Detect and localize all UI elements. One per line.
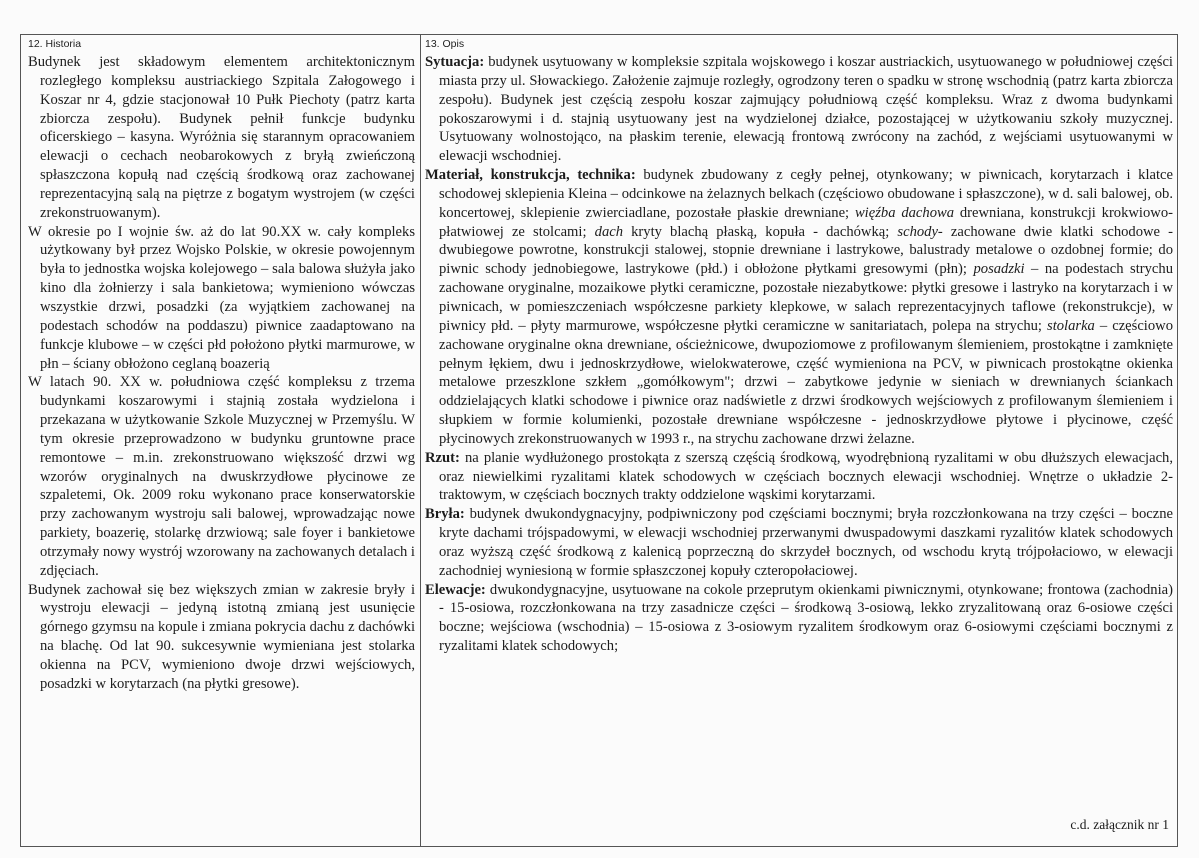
material-text-5: – na podestach strychu zachowane oryginalne, mozaikowe płytki ceramiczne, pozostałe niezabytkowe: płytki gresowe i lastryko na korytarzach i w piwnicach, w pomieszczeniach współczesne parkiety klepkowe, w salach reprezentacyjnych taflowe (rekonstrukcje), w piwnicy płd. – płyty marmurowe, współczesne płytki ceramiczne w sanitariatach, polepa na strychu;	[439, 261, 1173, 334]
material-text-6: – częściowo zachowane oryginalne okna drewniane, ościeżnicowe, dwupoziomowe z profilowanym ślemieniem, prostokątne i zamknięte pełnym łękiem, dwu i jednoskrzydłowe, wielokwaterowe, część wymieniona na PCV, w piwnicach prostokątne okienka metalowe przeszklone szkłem „gomółkowym"; drzwi – zabytkowe jedynie w sieniach w drewnianych ściankach oddzielających klatki schodowe i piwnice oraz nadświetle z drzwi środkowych wejściowych z profilowanym ślemieniem i słupkiem w formie kolumienki, pozostałe drewniane współczesne - jednoskrzydłowe płytowe i płycinowe, część płycinowych zrekonstruowanych w 1993 r., na strychu zachowane drzwi żelazne.	[439, 317, 1173, 447]
rzut-text: na planie wydłużonego prostokąta z szerszą częścią środkową, wyodrębnioną ryzalitami w obu dłuższych elewacjach, oraz niewielkimi ryzalitami klatek schodowych w częściach bocznych elewacji wschodniej. Wnętrze o układzie 2-traktowym, w częściach bocznych trakty oddzielone wąskimi korytarzami.	[439, 449, 1173, 504]
description-column	[425, 38, 1173, 656]
history-paragraph-3: W latach 90. XX w. południowa część kompleksu z trzema budynkami koszarowymi i stajnią została wydzielona i przekazana w użytkowanie Szkole Muzycznej w Przemyślu. W tym okresie przeprowadzono w budynku gruntowne prace remontowe – m.in. zrekonstruowano większość drzwi wg wzorów oryginalnych na dwuskrzydłowe płycinowe ze szpaletemi, Ok. 2009 roku wykonano prace konserwatorskie przy zachowanym wystroju sali balowej, wprowadzając nowe parkiety, boazerię, stolarkę drzwiową; sale foyer i bankietowe otrzymały nowy wystrój wzorowany na zachowanych detalach i zdjęciach.	[28, 374, 415, 579]
history-paragraph-1: Budynek jest składowym elementem architektonicznym rozległego kompleksu austriackiego Szpitala Załogowego i Koszar nr 4, gdzie stacjonował 10 Pułk Piechoty (patrz karta zbiorcza zespołu). Budynek pełnił funkcje budynku oficerskiego – kasyna. Wyróżnia się starannym opracowaniem elewacji o cechach neobarokowych z bryłą zwieńczoną spłaszczona kopułą nad częścią środkową oraz zachowanej reprezentacyjną salą na piętrze z bogatym wystrojem (w części zrekonstruowanym).	[28, 54, 415, 221]
sytuacja-label: Sytuacja:	[425, 54, 485, 70]
column-divider	[420, 34, 421, 847]
section-material	[425, 166, 1173, 449]
history-paragraph-2: W okresie po I wojnie św. aż do lat 90.XX w. cały kompleks użytkowany był przez Wojsko Polskie, w okresie powojennym była to jednostka wojska kolejowego – sala balowa służyła jako kino dla żołnierzy i sala bankietowa; wymieniono wówczas wszystkie drzwi, posadzki (za wyjątkiem zachowanej na podestach schodów na poddaszu) piwnice zaadaptowano na funkcje klubowe – w części płd położono płytki marmurowe, w płn – ściany obłożono ceglaną boazerią	[28, 223, 415, 372]
section-rzut	[425, 449, 1173, 506]
material-term-wiezba: więźba dachowa	[854, 204, 955, 221]
elewacje-text: dwukondygnacyjne, usytuowane na cokole przeprutym okienkami piwnicznymi, otynkowane; frontowa (zachodnia) - 15-osiowa, rozczłonkowana na trzy zasadnicze części – środkową 3-osiową, lekko zryzalitowaną oraz 6-osiowe części boczne; wejściowa (wschodnia) – 15-osiowa z 3-osiowym ryzalitem środkowym oraz 6-osiowymi częściami bocznymi z ryzalitami klatek schodowych;	[439, 581, 1173, 655]
material-text-1: budynek zbudowany z cegły pełnej, otynkowany; w piwnicach, korytarzach i klatce schodowej sklepienia Kleina – odcinkowe na żelaznych belkach (częściowo obudowane i spłaszczone), w d. sali balowej, ob. koncertowej, sklepienie zwierciadlane, pozostałe płaskie drewniane;	[439, 167, 1173, 221]
material-term-schody: schody-	[897, 223, 943, 240]
section-elewacje	[425, 581, 1173, 656]
material-text-2: drewniana, konstrukcji krokwiowo-płatwiowej ze stolcami;	[439, 204, 1173, 240]
bryla-label: Bryła:	[425, 506, 465, 523]
description-heading: 13. Opis	[425, 38, 465, 50]
material-text-4: zachowane dwie klatki schodowe - dwubiegowe powrotne, konstrukcji stalowej, stopnie drewniane i lastrykowe, balustrady metalowe o ozdobnej formie; do piwnic schody jednobiegowe, lastrykowe (płd.) i obłożone płytkami gresowymi (płn);	[439, 223, 1173, 278]
bryla-text: budynek dwukondygnacyjny, podpiwniczony pod częściami bocznymi; bryła rozczłonkowana na trzy części – boczne kryte dachami trójspadowymi, w elewacji wschodniej przerwanymi dwuspadowymi daszkami ryzalitów klatek schodowych oraz wyższą część środkową z kalenicą poprzeczną do skrzydeł bocznych, od wschodu krytą trójpołaciowo, w elewacji zachodniej wyniesioną w formie spłaszczonej kopuły czteropołaciowej.	[439, 506, 1173, 579]
continuation-note: c.d. załącznik nr 1	[1070, 817, 1169, 832]
material-text-3: kryty blachą płaską, kopuła - dachówką;	[623, 223, 898, 240]
history-heading: 12. Historia	[28, 38, 82, 50]
history-paragraph-4: Budynek zachował się bez większych zmian w zakresie bryły i wystroju elewacji – jedyną istotną zmianą jest usunięcie górnego gzymsu na kopule i zmiana pokrycia dachu z dachówki na blachę. Od lat 90. sukcesywnie wymieniana jest stolarka okienna na PCV, wymieniono dwoje drzwi wejściowych, posadzki w korytarzach (na płytki gresowe).	[28, 581, 415, 692]
sytuacja-text: budynek usytuowany w kompleksie szpitala wojskowego i koszar austriackich, usytuowanego w południowej części miasta przy ul. Słowackiego. Założenie zajmuje rozległy, ogrodzony teren o spadku w stronę wschodnią (patrz karta zbiorcza zespołu). Budynek jest częścią zespołu koszar zajmujący południową część kompleksu. Wraz z dwoma budynkami pokoszarowymi i d. stajnią usytuowany jest na wydzielonej działce, pozostającej w użytkowaniu szkoły muzycznej. Usytuowany wolnostojąco, na płaskim terenie, elewacją frontową zwrócony na zachód, z wejściami usytuowanymi w elewacji wschodniej.	[439, 54, 1173, 165]
section-bryla	[425, 505, 1173, 580]
material-term-stolarka: stolarka	[1047, 317, 1095, 334]
section-sytuacja	[425, 53, 1173, 166]
material-term-posadzki: posadzki	[973, 261, 1025, 278]
material-label: Materiał, konstrukcja, technika:	[425, 167, 636, 184]
elewacje-label: Elewacje:	[425, 581, 486, 598]
history-column	[28, 38, 415, 694]
rzut-label: Rzut:	[425, 449, 460, 466]
material-term-dach: dach	[594, 223, 624, 240]
